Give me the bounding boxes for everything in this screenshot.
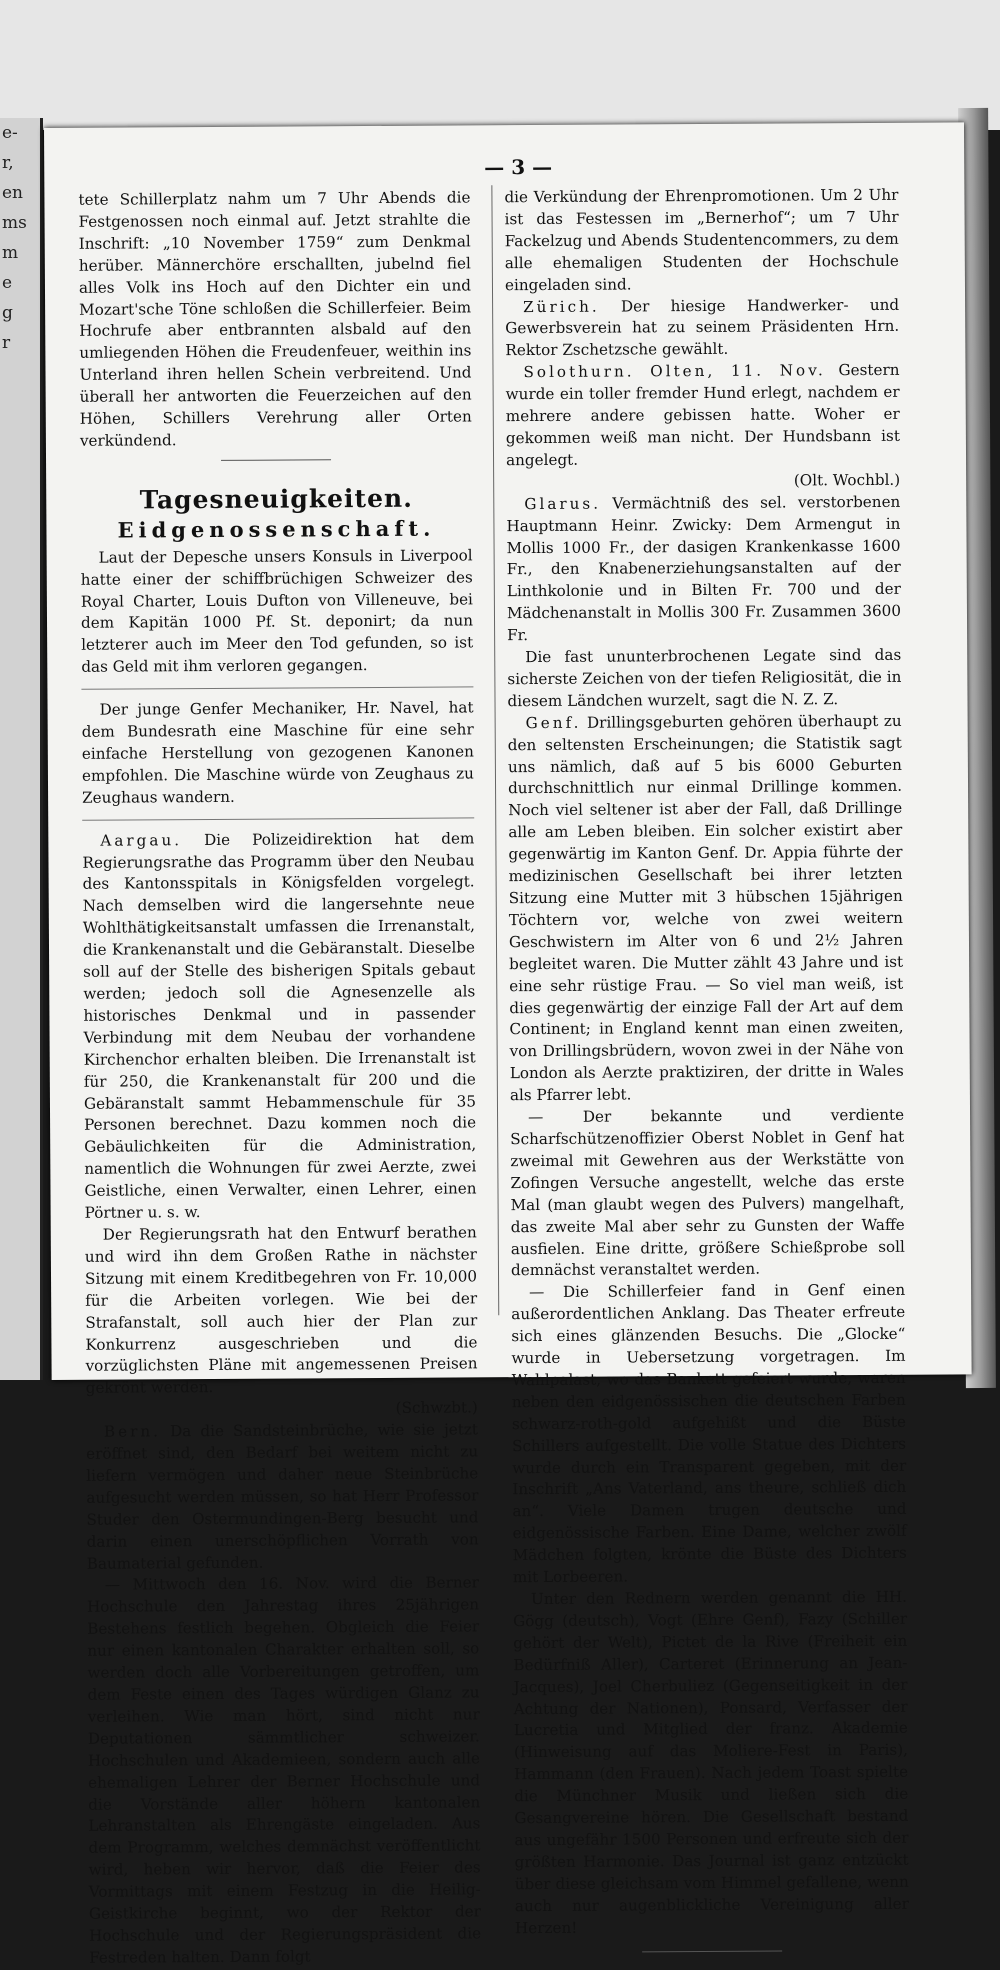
article-paragraph (82, 828, 476, 1225)
strip-fragment: r (2, 333, 11, 353)
article-paragraph: Laut der Depesche unsers Konsuls in Liverpool hatte einer der schiffbrüchigen Schweizer des Royal Charter, Louis Dufton von Villeneuve, bei dem Kapitän 1000 Pf. St. deponirt; da nun letzterer auch im Meer den Tod gefunden, so ist das Geld mit ihm verloren gegangen. (80, 546, 474, 677)
article-paragraph: — Die Schillerfeier fand in Genf einen außerordentlichen Anklang. Das Theater erfreute sich eines glänzenden Besuchs. Die „Glocke“ wurde in Uebersetzung vorgetragen. Im Wahlpalast, wo das Bankett gefeiert wurde, waren neben den eidgenössischen die deutschen Farben schwarz-roth-gold aufgehißt und die Büste Schillers aufgestellt. Die volle Statue des Dichters wurde durch ein Transparent gegeben, mit der Inschrift „Ans Vaterland, ans theure, schließ dich an“. Viele Damen trugen deutsche und eidgenössische Farben. Eine Dame, welcher zwölf Mädchen folgten, krönte die Büste des Dichters mit Lorbeeren. (511, 1281, 907, 1587)
article-paragraph: Unter den Rednern werden genannt die HH. Gögg (deutsch), Vogt (Ehre Genf), Fazy (Schiller gehört der Welt), Pictet de la Rive (Freiheit ein Bedürfniß Aller), Carteret (Erinnerung an Jean-Jacques), Joel Cherbuliez (Gegenseitigkeit in der Achtung der Nationen), Ponsard, Verfasser der Lucretia und Mitglied der franz. Akademie (Hinweisung auf das Moliere-Fest in Paris), Hammann (den Frauen). Nach jedem Toast spielte die Münchner Musik und ließen sich die Gesangvereine hören. Die Gesellschaft bestand aus ungefähr 1500 Personen und erfreute sich der größten Harmonie. Das Journal ist ganz entzückt über diese gleichsam vom Himmel gefallene, wenn auch nur augenblickliche Vereinigung aller Herzen! (513, 1587, 909, 1937)
section-subheading: Eidgenossenschaft. (117, 515, 436, 543)
place-name: Genf. (525, 713, 582, 732)
place-name: Glarus. (524, 494, 602, 513)
left-column (78, 187, 481, 1969)
article-text: Da die Sandsteinbrüche, wie sie jetzt eröffnet sind, den Bedarf bei weitem nicht zu liefern vermögen und daher neue Steinbrüche aufgesucht werden müssen, so hat Herr Professor Studer den Ostermundingen-Berg besucht und darin einen unerschöpflichen Vorrath von Baumaterial gefunden. (86, 1420, 479, 1573)
article-paragraph: — Mittwoch den 16. Nov. wird die Berner Hochschule den Jahrestag ihres 25jährigen Bestehens festlich begehen. Obgleich die Feier nur einen kantonalen Charakter erhalten soll, so werden doch alle Vorbereitungen getroffen, um dem Feste einen des Tages würdigen Glanz zu verleihen. Wie man hört, sind nicht nur Deputationen sämmtlicher schweizer. Hochschulen und Akademieen, sondern auch alle ehemaligen Lehrer der Berner Hochschule und die Vorstände aller höhern kantonalen Lehranstalten als Ehrengäste eingeladen. Aus dem Programm, welches demnächst veröffentlicht wird, heben wir hervor, daß die Feier des Vormittags mit einem Festzug in die Heilig-Geistkirche beginnt, wo der Rektor der Hochschule und der Regierungspräsident die Festreden halten. Dann folgt (86, 1573, 482, 1967)
intro-paragraph: tete Schillerplatz nahm um 7 Uhr Abends die Festgenossen noch einmal auf. Jetzt strahlte die Inschrift: „10 November 1759“ zum Denkmal herüber. Männerchöre erschallten, jubelnd fiel alles Volk ins Hoch auf den Dichter ein und Mozart'sche Töne schloßen die Schillerfeier. Beim Hochrufe aber entbrannten alsbald auf den umliegenden Höhen die Freudenfeuer, weithin ins Unterland ihren hellen Schein verbreitend. Und überall her antworten die Feuerzeichen auf den Höhen, Schillers Verehrung aller Orten verkündend. (78, 188, 472, 450)
strip-fragment: r, (2, 153, 14, 173)
separator (221, 459, 331, 461)
article-paragraph: Der junge Genfer Mechaniker, Hr. Navel, hat dem Bundesrath eine Maschine für eine sehr einfache Herstellung von gezogenen Kanonen empfohlen. Die Maschine würde von Zeughaus zu Zeughaus wandern. (81, 698, 475, 807)
article-paragraph: — Der bekannte und verdiente Scharfschützenoffizier Oberst Noblet in Genf hat zweimal mit Gewehren aus der Werkstätte von Zofingen Versuche angestellt, welche das erste Mal (man glaubt wegen des Pulvers) mangelhaft, das zweite Mal aber sehr zu Gunsten der Waffe ausfielen. Eine dritte, größere Schießprobe soll demnächst veranstaltet werden. (510, 1105, 905, 1280)
strip-fragment: en (2, 183, 24, 203)
strip-fragment: e- (2, 123, 18, 143)
end-rule (642, 1950, 782, 1952)
place-name: Zürich. (523, 297, 600, 316)
article-paragraph: die Verkündung der Ehrenpromotionen. Um 2 Uhr ist das Festessen im „Bernerhof“; um 7 Uhr Fackelzug und Abends Studentencommers, zu dem alle ehemaligen Studenten der Hochschule eingeladen sind. (504, 185, 899, 294)
strip-fragment: m (2, 243, 19, 263)
article-text: Die Polizeidirektion hat dem Regierungsrathe das Programm über den Neubau des Kantonsspitals in Königsfelden vorgelegt. Nach demselben wird die langersehnte neue Wohlthätigkeitsanstalt umfassen die Irrenanstalt, die Krankenanstalt und die Gebäranstalt. Dieselbe soll auf der Stelle des bisherigen Spitals gebaut werden; jedoch soll die Agnesenzelle als historisches Denkmal und in passender Verbindung mit dem Neubau der vorhandene Kirchenchor erhalten bleiben. Die Irrenanstalt ist für 250, die Krankenanstalt für 200 und die Gebäranstalt sammt Hebammenschule für 35 Personen berechnet. Dazu kommen noch die Gebäulichkeiten für die Administration, namentlich die Wohnungen für zwei Aerzte, zwei Geistliche, einen Verwalter, einen Lehrer, einen Pörtner u. s. w. (82, 829, 477, 1222)
adjacent-page-strip (0, 118, 43, 1380)
column-rule (491, 185, 499, 1315)
separator (82, 817, 474, 820)
page-number: — 3 — (484, 154, 553, 180)
newspaper-page (44, 122, 972, 1967)
place-name: Solothurn. Olten, 11. Nov. (523, 361, 826, 382)
strip-fragment: g (2, 303, 13, 323)
right-column (504, 185, 909, 1953)
place-name: Bern. (103, 1422, 162, 1441)
article-paragraph (86, 1419, 479, 1575)
article-text: Drillingsgeburten gehören überhaupt zu den seltensten Erscheinungen; die Statistik sagt uns nämlich, daß auf 5 bis 6000 Geburten durchschnittlich nur einmal Drillinge kommen. Noch viel seltener ist aber der Fall, daß Drillinge alle am Leben bleiben. Ein solcher existirt aber gegenwärtig im Kanton Genf. Dr. Appia führte der medizinischen Gesellschaft bei ihrer letzten Sitzung eine Mutter mit 3 hübschen 15jährigen Töchtern vor, welche von zwei weitern Geschwistern im Alter von 6 und 2½ Jahren begleitet waren. Die Mutter zählt 43 Jahre und ist eine sehr rüstige Frau. — So viel man weiß, ist dies gegenwärtig der einzige Fall der Art auf dem Continent; in England kennt man einen zweiten, von Drillingsbrüdern, wovon zwei in der Nähe von London als Aerzte praktiziren, der dritte in Wales als Pfarrer lebt. (507, 711, 904, 1105)
article-paragraph (505, 294, 899, 362)
article-paragraph (508, 711, 904, 1108)
place-name: Aargau. (100, 830, 183, 850)
strip-fragment: e (2, 273, 13, 293)
source-citation: (Olt. Wochbl.) (793, 470, 901, 490)
source-citation: (Schwzbt.) (395, 1398, 478, 1418)
article-paragraph (505, 360, 900, 472)
article-paragraph: Der Regierungsrath hat den Entwurf berathen und wird ihn dem Großen Rathe in nächster Sitzung mit einem Kreditbegehren von Fr. 10,000 für die Arbeiten vorlegen. Wie bei der Strafanstalt, soll auch hier der Plan zur Konkurrenz ausgeschrieben und die vorzüglichsten Pläne mit angemessenen Preisen gekrönt werden. (84, 1223, 478, 1398)
article-text: Der hiesige Handwerker- und Gewerbsverein hat zu seinem Präsidenten Hrn. Rektor Zschetzsche gewählt. (505, 295, 900, 360)
strip-fragment: ms (2, 213, 27, 233)
article-paragraph: Die fast ununterbrochenen Legate sind das sicherste Zeichen von der tiefen Religiosität, die in diesem Ländchen wurzelt, sagt die N. Z. Z. (507, 645, 902, 711)
section-heading: Tagesneuigkeiten. (139, 483, 413, 515)
separator (81, 687, 473, 690)
article-text: Gestern wurde ein toller fremder Hund erlegt, nachdem er mehrere andere gebissen hatte. Woher er gekommen weiß man nicht. Der Hundsbann ist angelegt. (505, 361, 900, 470)
previous-page-top (0, 0, 1000, 130)
article-text: Vermächtniß des sel. verstorbenen Hauptmann Heinr. Zwicky: Dem Armengut in Mollis 1000 Fr., der dasigen Krankenkasse 1600 Fr., den Knabenerziehungsanstalten auf der Linthkolonie und in Bilten Fr. 700 und der Mädchenanstalt in Mollis 300 Fr. Zusammen 3600 Fr. (506, 492, 902, 645)
article-paragraph (506, 491, 901, 647)
